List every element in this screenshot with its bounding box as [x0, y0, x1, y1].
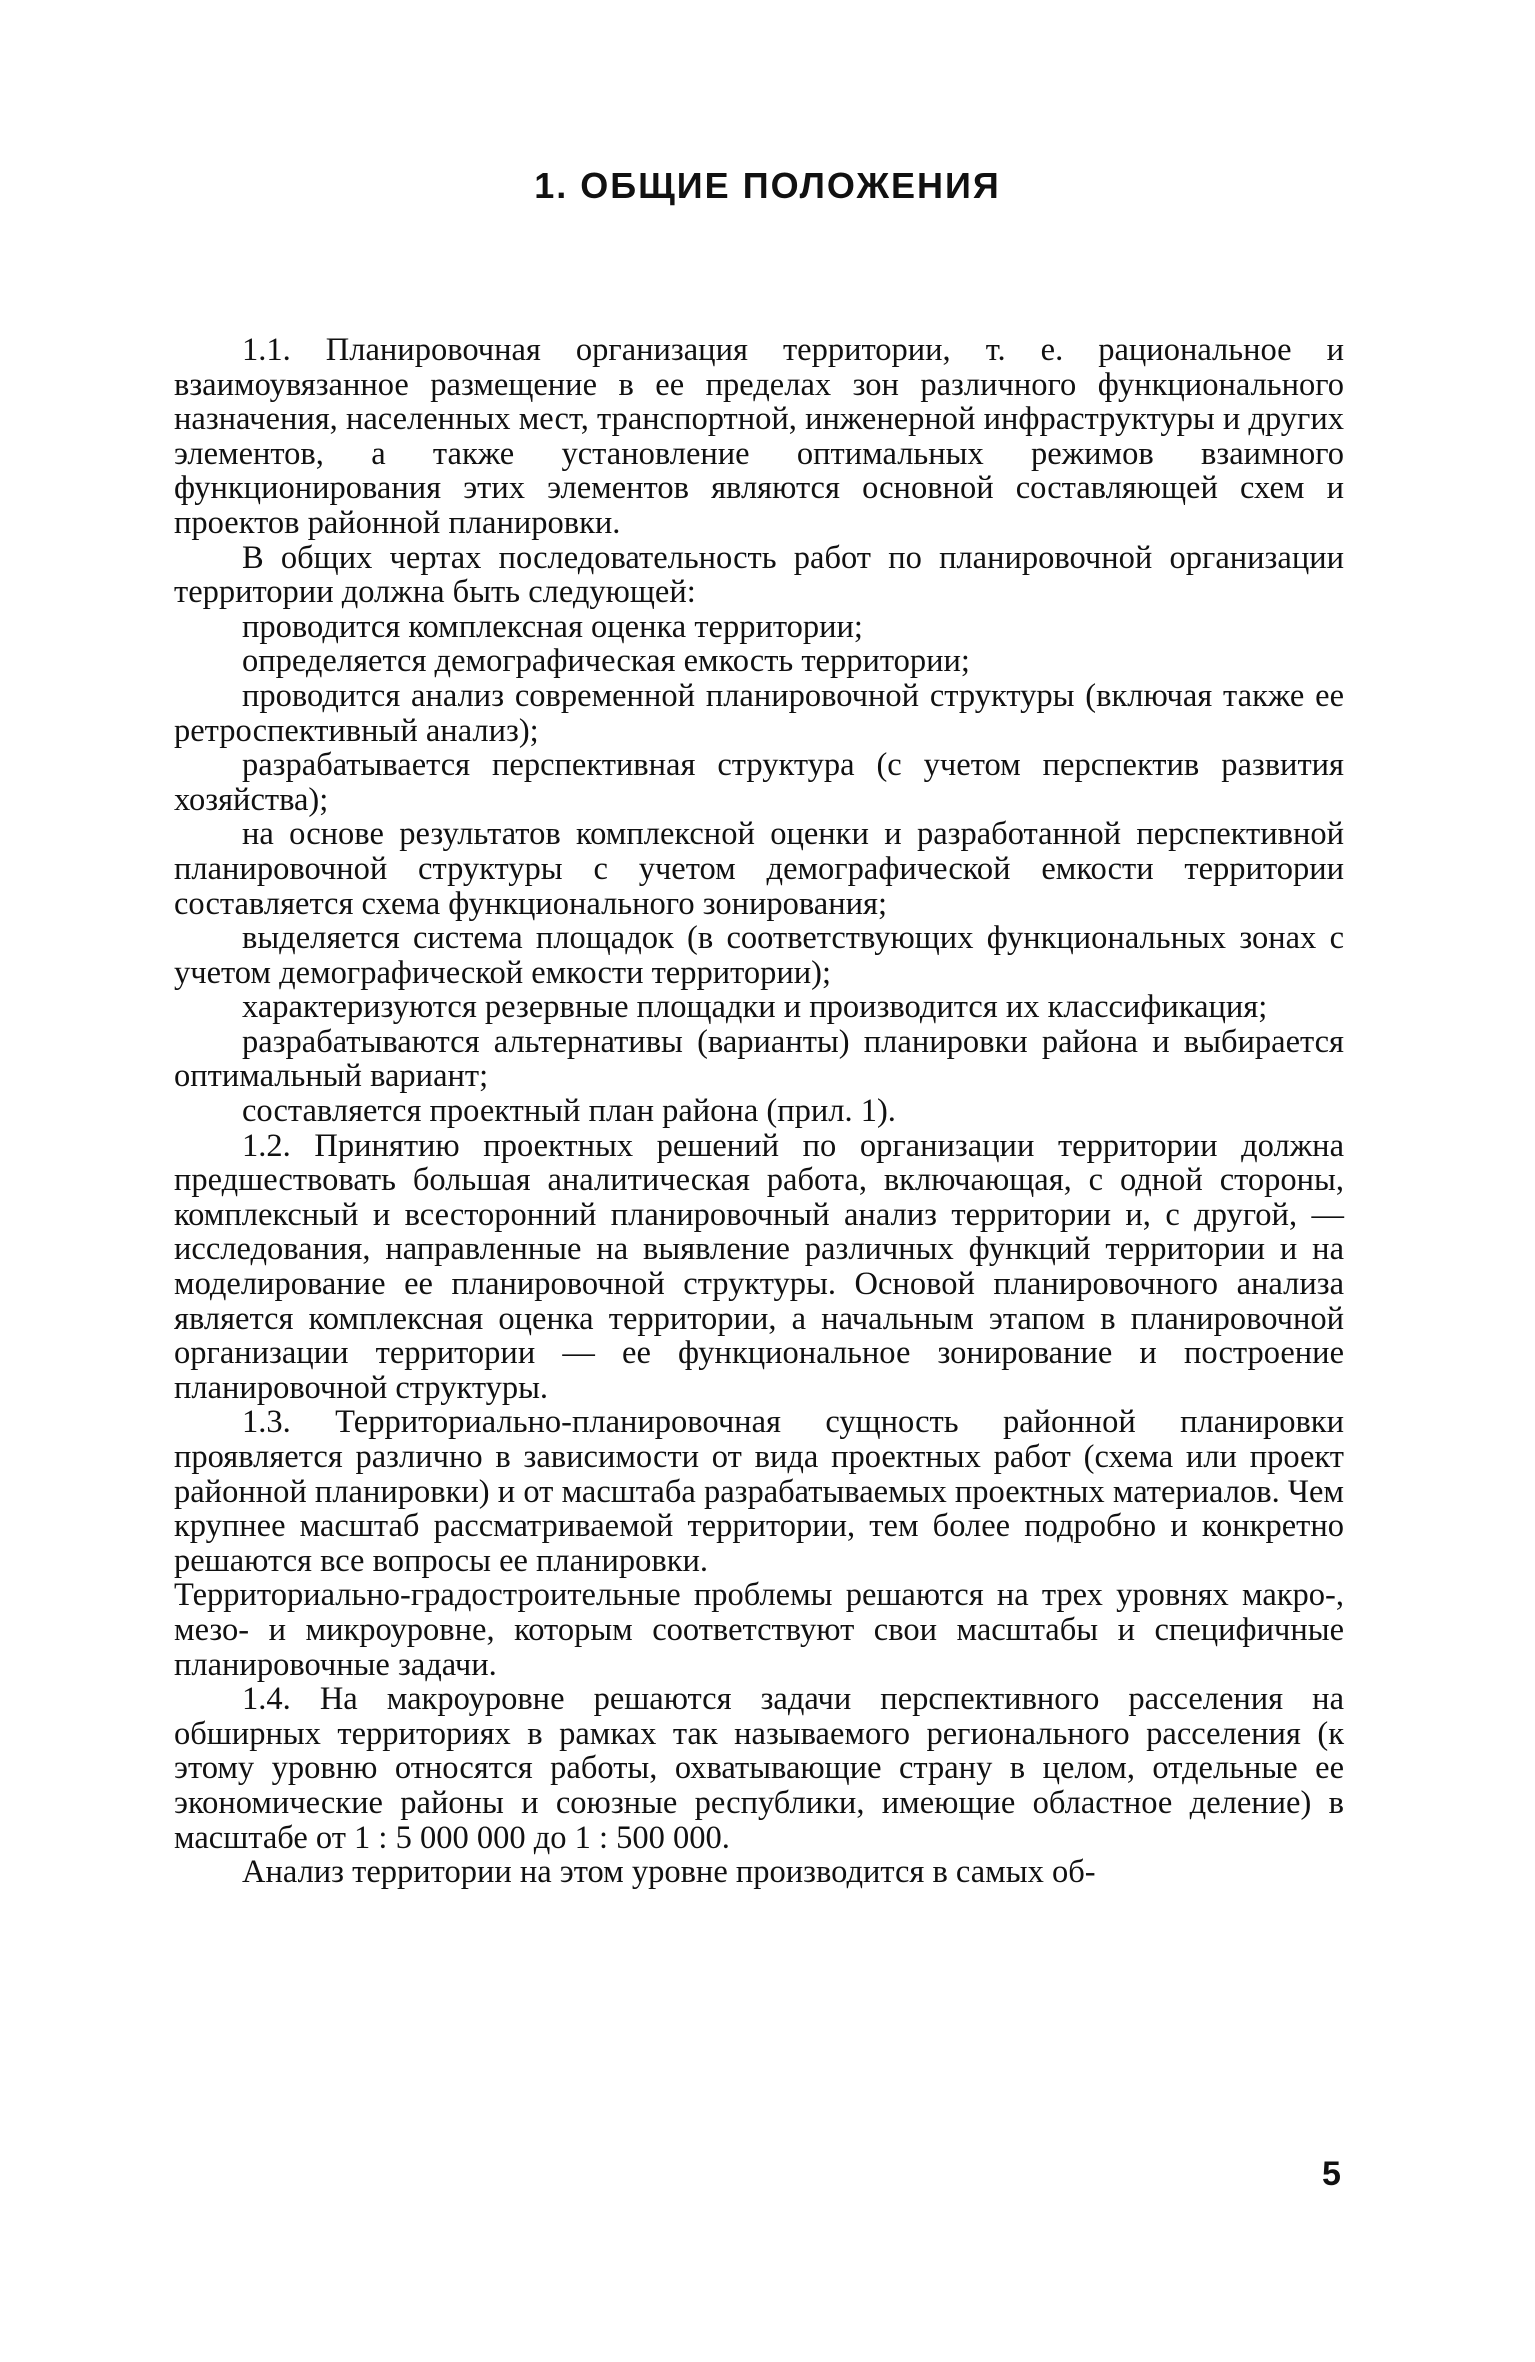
paragraph-1-1: 1.1. Планировочная организация территории, т. е. рациональное и взаимоувязанное размещение в ее пределах зон различного функционального назначения, населенных мест, транспортной, инженерной инфраструктуры и других элементов, а также установление оптимальных режимов взаимного функционирования этих элементов являются основной составляющей схем и проектов районной планировки. — [174, 332, 1344, 541]
list-item: определяется демографическая емкость территории; — [242, 643, 970, 680]
list-item: проводится комплексная оценка территории; — [242, 608, 863, 645]
paragraph-levels: Территориально-градостроительные проблемы решаются на трех уровнях макро-, мезо- и микроуровне, которым соответствуют свои масштабы и специфичные планировочные задачи. — [174, 1577, 1344, 1683]
list-item: разрабатываются альтернативы (варианты) планировки района и выбирается оптимальный вариант; — [174, 1023, 1344, 1095]
list-item: выделяется система площадок (в соответствующих функциональных зонах с учетом демографической емкости территории); — [174, 920, 1344, 991]
list-item: на основе результатов комплексной оценки и разработанной перспективной планировочной структуры с учетом демографической емкости территории составляется схема функционального зонирования; — [174, 816, 1344, 922]
list-item: разрабатывается перспективная структура (с учетом перспектив развития хозяйства); — [174, 747, 1344, 818]
list-item: составляется проектный план района (прил. 1). — [242, 1093, 896, 1130]
page-number: 5 — [1322, 2155, 1341, 2193]
body-text — [174, 333, 1344, 1890]
paragraph-analysis: Анализ территории на этом уровне производится в самых об- — [242, 1854, 1096, 1891]
list-item: характеризуются резервные площадки и производится их классификация; — [242, 989, 1268, 1026]
section-heading: 1. ОБЩИЕ ПОЛОЖЕНИЯ — [534, 165, 1001, 206]
paragraph-1-2: 1.2. Принятию проектных решений по организации территории должна предшествовать большая аналитическая работа, включающая, с одной стороны, комплексный и всесторонний планировочный анализ территории и, с другой, — исследования, направленные на выявление различных функций территории и на моделирование ее планировочной структуры. Основой планировочного анализа является комплексная оценка территории, а начальным этапом в планировочной организации территории — ее функциональное зонирование и построение планировочной структуры. — [174, 1127, 1344, 1406]
paragraph-1-4: 1.4. На макроуровне решаются задачи перспективного расселения на обширных территориях в рамках так называемого регионального расселения (к этому уровню относятся работы, охватывающие страну в целом, отдельные ее экономические районы и союзные республики, имеющие областное деление) в масштабе от 1 : 5 000 000 до 1 : 500 000. — [174, 1681, 1344, 1856]
paragraph-sequence-intro: В общих чертах последовательность работ по планировочной организации территории должна быть следующей: — [174, 539, 1344, 611]
list-item: проводится анализ современной планировочной структуры (включая также ее ретроспективный анализ); — [174, 677, 1344, 749]
paragraph-1-3: 1.3. Территориально-планировочная сущность районной планировки проявляется различно в зависимости от вида проектных работ (схема или проект районной планировки) и от масштаба разрабатываемых проектных материалов. Чем крупнее масштаб рассматриваемой территории, тем более подробно и конкретно решаются все вопросы ее планировки. — [174, 1404, 1344, 1579]
